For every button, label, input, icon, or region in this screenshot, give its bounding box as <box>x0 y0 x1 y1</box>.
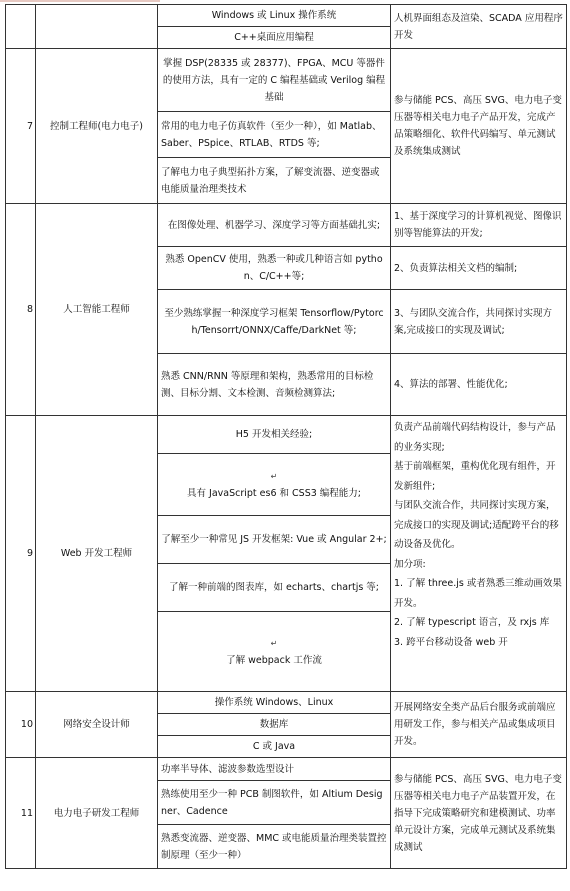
skill-text: 具有 JavaScript es6 和 CSS3 编程能力; <box>187 487 361 499</box>
duty-line: 3. 跨平台移动设备 web 开 <box>394 636 508 648</box>
skill-text: 了解 webpack 工作流 <box>226 654 322 666</box>
job-title: 网络安全设计师 <box>36 692 158 758</box>
job-title: Web 开发工程师 <box>36 416 158 692</box>
duty-cell: 2、负责算法相关文档的编制; <box>391 247 567 290</box>
duty-cell: 1、基于深度学习的计算机视觉、图像识别等智能算法的开发; <box>391 204 567 247</box>
skill-cell: 在图像处理、机器学习、深度学习等方面基础扎实; <box>158 204 391 247</box>
skill-cell: 熟悉变流器、逆变器、MMC 或电能质量治理类装置控制原理（至少一种） <box>158 825 391 869</box>
duty-line: 与团队交流合作，共同探讨实现方案，完成接口的实现及调试;适配跨平台的移动设备及优化。 <box>394 500 559 550</box>
job-title <box>36 5 158 49</box>
skill-cell: Windows 或 Linux 操作系统 <box>158 5 391 27</box>
skill-cell: 操作系统 Windows、Linux <box>158 692 391 714</box>
return-mark: ↵ <box>270 638 278 648</box>
skill-cell: C 或 Java <box>158 736 391 758</box>
duty-cell: 4、算法的部署、性能优化; <box>391 354 567 416</box>
page-top-border <box>0 0 160 2</box>
duty-cell <box>391 416 567 692</box>
skill-cell: H5 开发相关经验; <box>158 416 391 454</box>
duty-cell: 开展网络安全类产品后台服务或前端应用研发工作，参与相关产品或集成项目开发。 <box>391 692 567 758</box>
row-number: 7 <box>6 49 36 204</box>
table-row <box>6 692 567 714</box>
row-number: 11 <box>6 758 36 869</box>
skill-cell: 熟悉 OpenCV 使用，熟悉一种或几种语言如 python、C/C++等; <box>158 247 391 290</box>
skill-cell <box>158 612 391 692</box>
table-row <box>6 416 567 454</box>
skill-cell: 掌握 DSP(28335 或 28377)、FPGA、MCU 等器件的使用方法，具有一定的 C 编程基础或 Verilog 编程基础 <box>158 49 391 112</box>
table-row <box>6 758 567 781</box>
return-mark: ↵ <box>270 471 278 481</box>
table-row <box>6 49 567 112</box>
duty-cell: 3、与团队交流合作，共同探讨实现方案,完成接口的实现及调试; <box>391 290 567 354</box>
skill-cell: 常用的电力电子仿真软件（至少一种），如 Matlab、Saber、PSpice、RTLAB、RTDS 等; <box>158 112 391 158</box>
row-number: 9 <box>6 416 36 692</box>
skill-cell: 了解电力电子典型拓扑方案，了解变流器、逆变器或电能质量治理类技术 <box>158 158 391 204</box>
table-row <box>6 204 567 247</box>
skill-cell: 了解至少一种常见 JS 开发框架: Vue 或 Angular 2+; <box>158 516 391 564</box>
duty-line: 2. 了解 typescript 语言，及 rxjs 库 <box>394 617 550 628</box>
skill-cell: 熟悉 CNN/RNN 等原理和架构，熟悉常用的目标检测、目标分割、文本检测、音频检测算法; <box>158 354 391 416</box>
skill-cell <box>158 454 391 516</box>
duty-line: 加分项: <box>394 558 426 570</box>
duty-line: 负责产品前端代码结构设计，参与产品的业务实现; <box>394 422 556 453</box>
job-table <box>5 4 567 869</box>
job-title: 人工智能工程师 <box>36 204 158 416</box>
skill-cell: 至少熟练掌握一种深度学习框架 Tensorflow/Pytorch/Tensorrt/ONNX/Caffe/DarkNet 等; <box>158 290 391 354</box>
row-number <box>6 5 36 49</box>
row-number: 8 <box>6 204 36 416</box>
skill-cell: 了解一种前端的图表库，如 echarts、chartjs 等; <box>158 564 391 612</box>
duty-cell: 人机界面组态及渲染、SCADA 应用程序开发 <box>391 5 567 49</box>
skill-cell: 熟练使用至少一种 PCB 制图软件，如 Altium Designer、Cadence <box>158 781 391 825</box>
duty-line: 基于前端框架，重构优化现有组件，开发新组件; <box>394 461 556 492</box>
table-row <box>6 5 567 27</box>
skill-cell: 功率半导体、滤波参数选型设计 <box>158 758 391 781</box>
skill-cell: C++桌面应用编程 <box>158 27 391 49</box>
row-number: 10 <box>6 692 36 758</box>
skill-cell: 数据库 <box>158 714 391 736</box>
job-title: 电力电子研发工程师 <box>36 758 158 869</box>
job-title: 控制工程师(电力电子) <box>36 49 158 204</box>
duty-cell: 参与储能 PCS、高压 SVG、电力电子变压器等相关电力电子产品开发，完成产品策略细化、软件代码编写、单元测试及系统集成测试 <box>391 49 567 204</box>
duty-line: 1. 了解 three.js 或者熟悉三维动画效果开发。 <box>394 578 562 609</box>
duty-cell: 参与储能 PCS、高压 SVG、电力电子变压器等相关电力电子产品装置开发，在指导下完成策略研究和建模测试、功率单元设计方案，完成单元测试及系统集成测试 <box>391 758 567 869</box>
